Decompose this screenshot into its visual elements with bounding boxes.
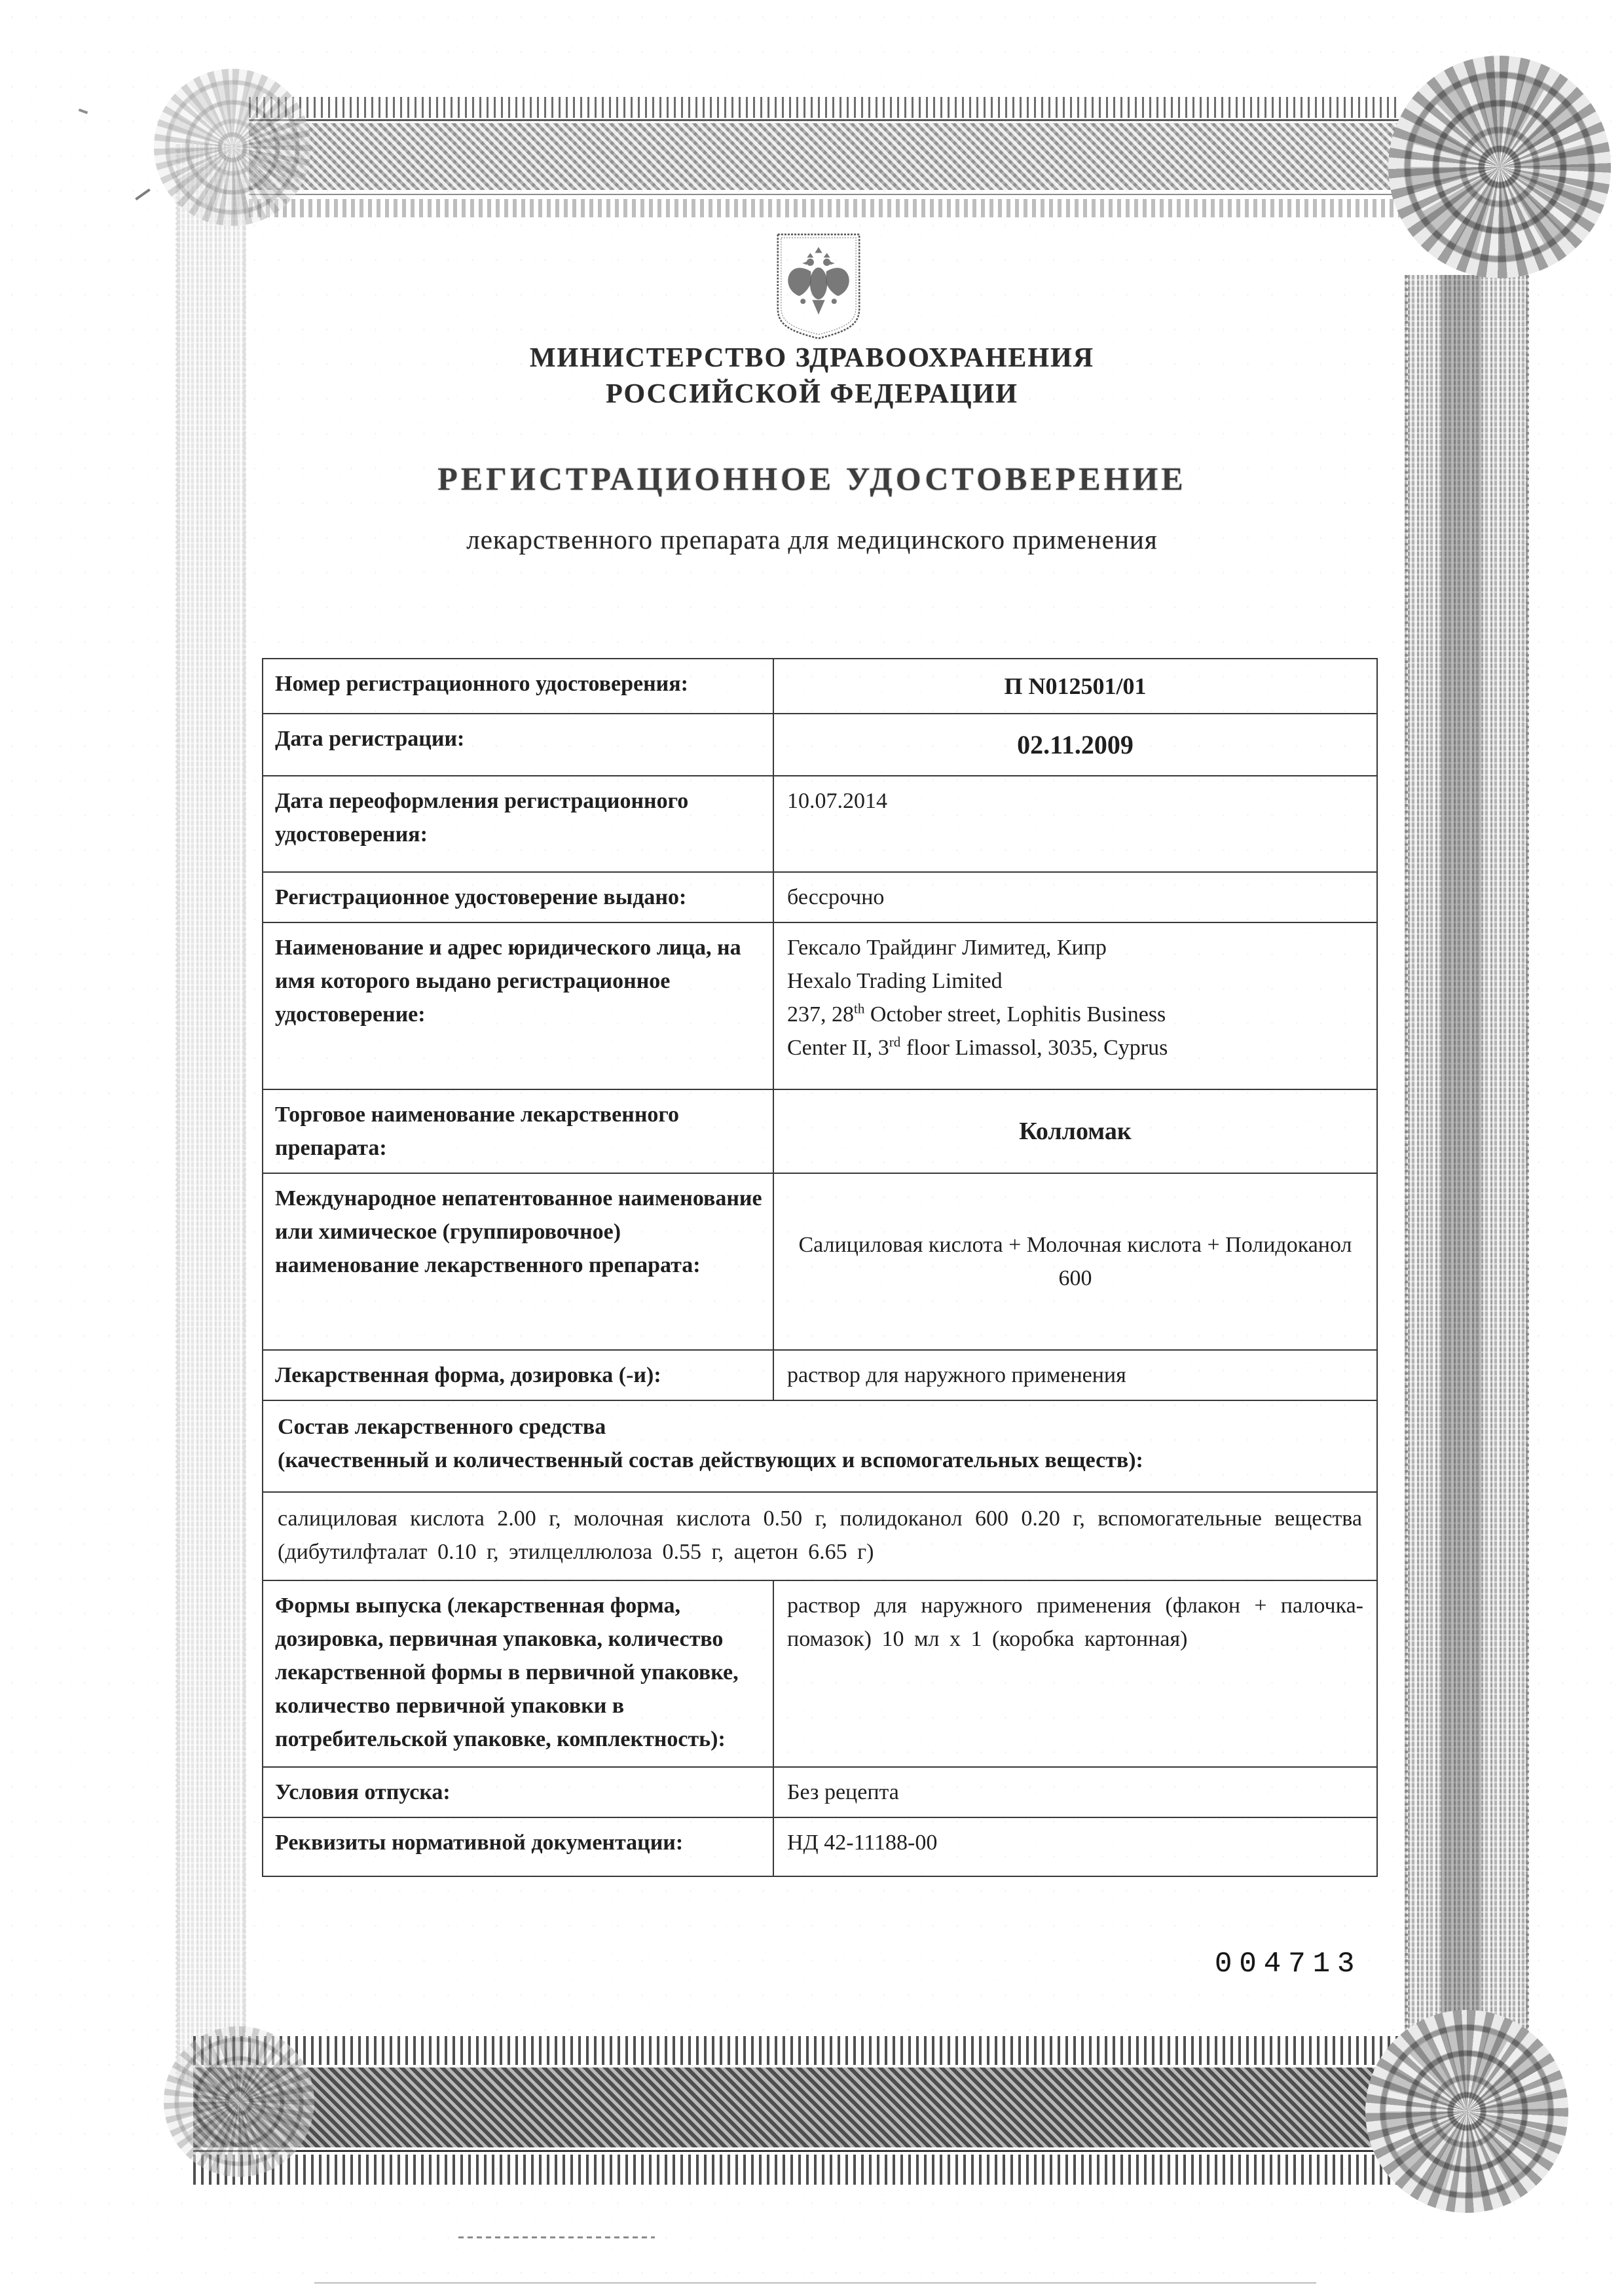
scan-artifact-dash [458,2236,655,2238]
row-label: Условия отпуска: [263,1768,774,1817]
row-value: НД 42-11188-00 [787,1831,938,1855]
corner-rosette-bottom-right [1365,2010,1568,2213]
scan-artifact-tick [79,109,88,115]
row-value: раствор для наружного применения [787,1363,1126,1387]
table-row-dispensing-conditions [263,1768,1376,1818]
border-band-top [249,97,1401,223]
row-label: Дата регистрации: [263,714,774,775]
row-label: Дата переоформления регистрационного удостоверения: [263,776,774,871]
table-row-dosage-form [263,1351,1376,1401]
corner-rosette-bottom-left [164,2026,314,2177]
row-value: Колломак [1019,1117,1132,1145]
document-title: РЕГИСТРАЦИОННОЕ УДОСТОВЕРЕНИЕ [437,460,1187,497]
row-value [774,923,1376,1089]
composition-header [263,1401,1376,1491]
double-headed-eagle [788,247,849,314]
table-row-registration-number [263,659,1376,714]
row-label: Номер регистрационного удостоверения: [263,659,774,713]
table-row-trade-name [263,1090,1376,1174]
row-value: бессрочно [787,885,885,909]
row-label: Реквизиты нормативной документации: [263,1818,774,1876]
composition-header-line-2: (качественный и количественный состав действующих и вспомогательных веществ): [278,1448,1143,1472]
holder-line-ru: Гексало Трайдинг Лимитед, Кипр [787,936,1107,960]
russia-coat-of-arms-icon [773,230,864,343]
table-row-reissue-date [263,776,1376,873]
row-value: П N012501/01 [1004,673,1147,699]
border-band-bottom [193,2036,1401,2185]
scan-artifact-line [314,2282,1316,2284]
table-row-composition-header [263,1401,1376,1493]
table-row-registration-date [263,714,1376,776]
composition-text: салициловая кислота 2.00 г, молочная кислота 0.50 г, полидоканол 600 0.20 г, вспомогательные вещества (дибутилфталат 0.10 г, этилцеллюлоза 0.55 г, ацетон 6.65 г) [278,1506,1362,1564]
registration-table [262,658,1378,1877]
scan-artifact-mark [135,189,151,200]
ministry-name [0,340,1624,412]
table-row-inn-name [263,1174,1376,1351]
row-value: 10.07.2014 [787,789,887,813]
row-value: Салициловая кислота + Молочная кислота + Полидоканол 600 [798,1233,1352,1290]
row-value: раствор для наружного применения (флакон + палочка-помазок) 10 мл х 1 (коробка картонная) [787,1594,1363,1651]
row-label: Международное непатентованное наименование или химическое (группировочное) наименование лекарственного препарата: [263,1174,774,1349]
corner-rosette-top-right [1388,56,1611,278]
holder-line-en: Hexalo Trading Limited [787,969,1003,993]
row-value: Без рецепта [787,1780,899,1804]
row-label: Торговое наименование лекарственного препарата: [263,1090,774,1173]
document-subtitle: лекарственного препарата для медицинского применения [466,524,1158,555]
holder-address-line-1: 237, 28th October street, Lophitis Business [787,1000,1166,1027]
row-value: 02.11.2009 [1017,729,1134,759]
ordinal-suffix: th [854,1000,865,1017]
row-label: Регистрационное удостоверение выдано: [263,873,774,922]
row-label: Формы выпуска (лекарственная форма, дозировка, первичная упаковка, количество лекарственной формы в первичной упаковке, количество первичной упаковки в потребительской упаковке, комплектность): [263,1581,774,1766]
table-row-composition-text [263,1493,1376,1581]
ordinal-suffix: rd [889,1034,901,1050]
table-row-validity [263,873,1376,923]
border-band-left [175,144,246,2082]
composition-header-line-1: Состав лекарственного средства [278,1415,606,1439]
table-row-holder-name-address [263,923,1376,1090]
serial-number: 004713 [1215,1948,1362,1980]
table-row-normative-docs [263,1818,1376,1876]
row-label: Лекарственная форма, дозировка (-и): [263,1351,774,1400]
ministry-line-1: МИНИСТЕРСТВО ЗДРАВООХРАНЕНИЯ [529,343,1095,373]
table-row-release-forms [263,1581,1376,1768]
holder-address-line-2: Center II, 3rd floor Limassol, 3035, Cyprus [787,1034,1168,1060]
ministry-line-2: РОССИЙСКОЙ ФЕДЕРАЦИИ [606,378,1018,409]
row-label: Наименование и адрес юридического лица, на имя которого выдано регистрационное удостоверение: [263,923,774,1089]
corner-rosette-top-left [154,69,311,226]
